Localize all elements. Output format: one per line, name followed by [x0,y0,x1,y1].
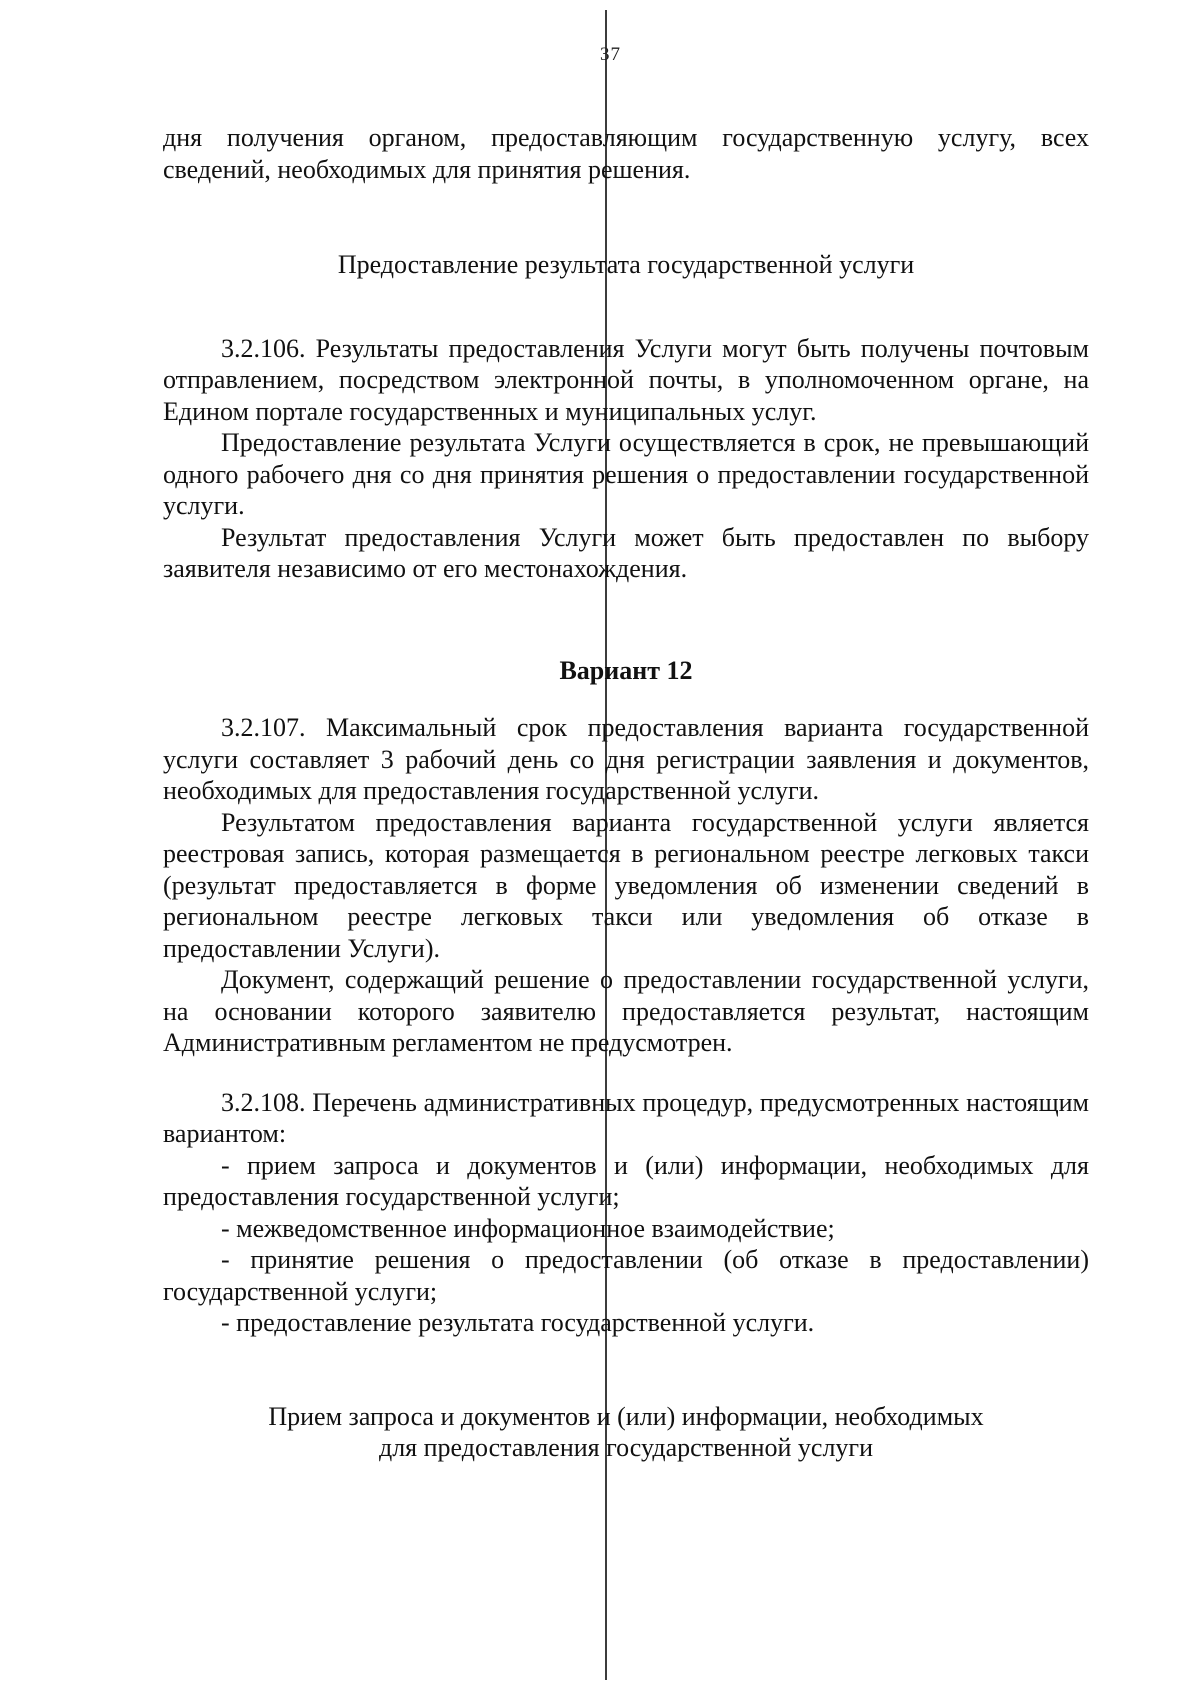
paragraph-3-2-106: 3.2.106. Результаты предоставления Услуги могут быть получены почтовым отправлением, посредством электронной почты, в уполномоченном органе, на Едином портале государственных и муниципальных услуг. [163,333,1089,426]
procedure-list-item: - предоставление результата государственной услуги. [221,1308,815,1337]
paragraph-3-2-107: 3.2.107. Максимальный срок предоставления варианта государственной услуги составляет 3 рабочий день со дня регистрации заявления и документов, необходимых для предоставления государственной услуги. [163,713,1089,805]
procedure-list-item: - межведомственное информационное взаимодействие; [221,1213,835,1243]
paragraph-variant-document: Документ, содержащий решение о предоставлении государственной услуги, на основании которого заявителю предоставляется результат, настоящим Административным регламентом не предусмотрен. [163,965,1089,1057]
paragraph-variant-result: Результатом предоставления варианта государственной услуги является реестровая запись, которая размещается в региональном реестре легковых такси (результат предоставляется в форме уведомления об изменении сведений в региональном реестре легковых такси или уведомления об отказе в предоставлении Услуги). [163,807,1089,963]
procedure-list-item: - принятие решения о предоставлении (об отказе в предоставлении) государственной услуги; [163,1245,1089,1306]
variant-heading: Вариант 12 [559,655,693,685]
reception-heading-line-1: Прием запроса и документов и (или) информации, необходимых [268,1401,984,1431]
paragraph-result-term: Предоставление результата Услуги осуществляется в срок, не превышающий одного рабочего дня со дня принятия решения о предоставлении государственной услуги. [163,428,1089,520]
result-section-heading: Предоставление результата государственной услуги [337,250,915,279]
procedure-list-item: - прием запроса и документов и (или) информации, необходимых для предоставления государственной услуги; [163,1150,1089,1211]
page-content [163,122,1089,1464]
reception-heading-line-2: для предоставления государственной услуги [378,1433,874,1462]
paragraph-3-2-108: 3.2.108. Перечень административных процедур, предусмотренных настоящим вариантом: [163,1087,1089,1148]
page-number: 37 [600,44,621,65]
paragraph-result-location: Результат предоставления Услуги может быть предоставлен по выбору заявителя независимо от его местонахождения. [163,522,1089,583]
intro-paragraph: дня получения органом, предоставляющим государственную услугу, всех сведений, необходимых для принятия решения. [163,123,1089,184]
